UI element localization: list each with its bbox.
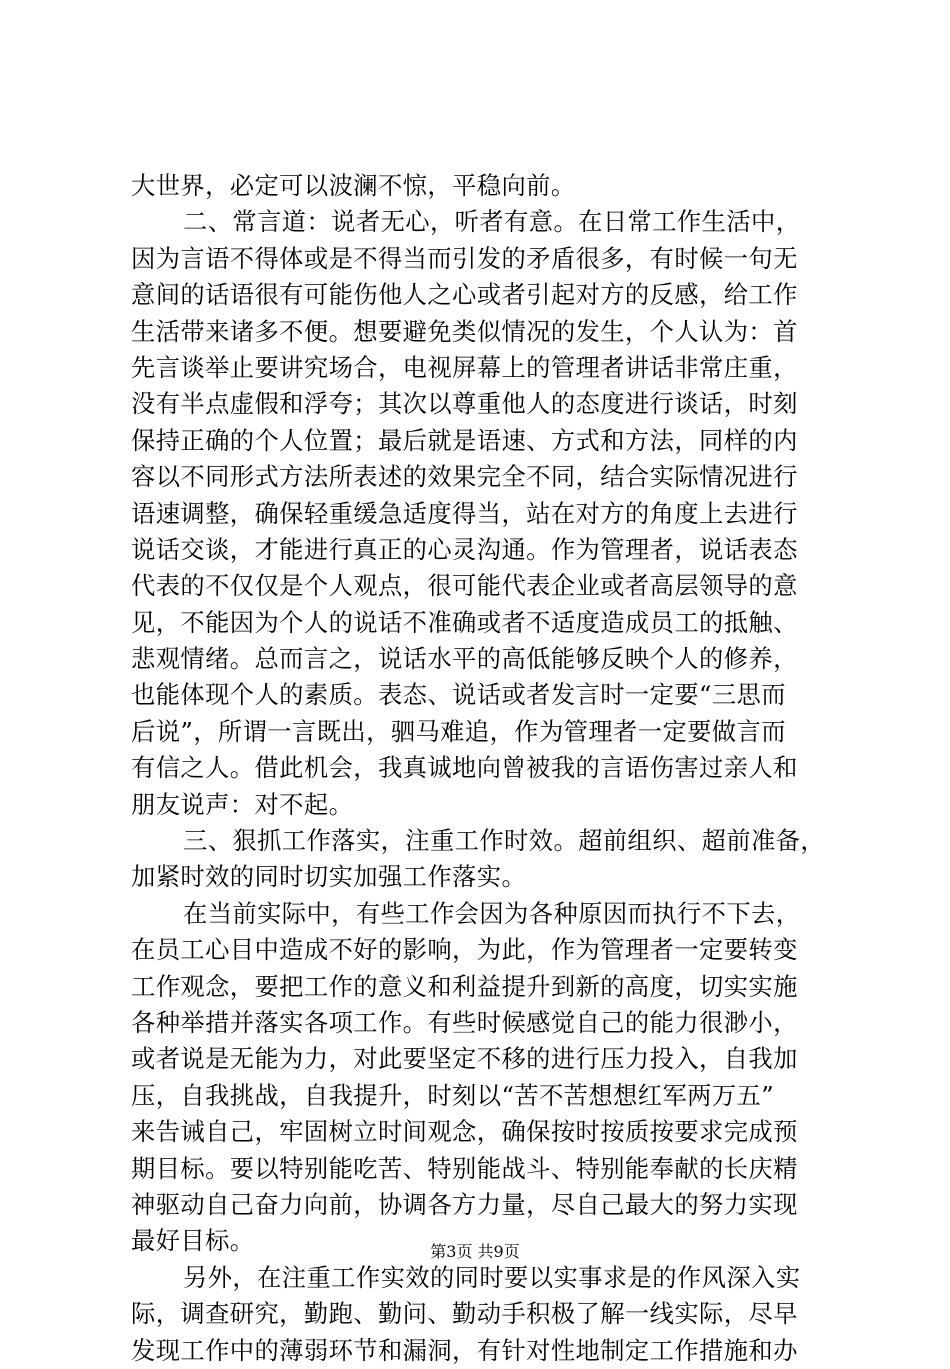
- text-line: 或者说是无能为力，对此要坚定不移的进行压力投入，自我加: [131, 1044, 798, 1074]
- page-number-label: 第3页 共9页: [430, 1242, 520, 1261]
- text-line: 发现工作中的薄弱环节和漏洞，有针对性地制定工作措施和办: [131, 1335, 798, 1365]
- text-line: 悲观情绪。总而言之，说话水平的高低能够反映个人的修养，: [131, 644, 798, 674]
- text-line: 来告诫自己，牢固树立时间观念，确保按时按质按要求完成预: [131, 1117, 798, 1147]
- text-line: 容以不同形式方法所表述的效果完全不同，结合实际情况进行: [131, 462, 798, 492]
- text-line: 先言谈举止要讲究场合，电视屏幕上的管理者讲话非常庄重，: [131, 352, 798, 382]
- text-line: 在员工心目中造成不好的影响，为此，作为管理者一定要转变: [131, 935, 798, 965]
- text-line: 大世界，必定可以波澜不惊，平稳向前。: [131, 171, 576, 200]
- text-line: 二、常言道：说者无心，听者有意。在日常工作生活中，: [183, 207, 801, 237]
- text-line: 压，自我挑战，自我提升，时刻以“苦不苦想想红军两万五”: [131, 1080, 775, 1110]
- text-line: 因为言语不得体或是不得当而引发的矛盾很多，有时候一句无: [131, 243, 798, 273]
- text-line: 三、狠抓工作落实，注重工作时效。超前组织、超前准备，: [183, 826, 826, 856]
- text-line: 另外，在注重工作实效的同时要以实事求是的作风深入实: [183, 1262, 801, 1292]
- text-line: 后说”，所谓一言既出，驷马难追，作为管理者一定要做言而: [131, 716, 786, 746]
- text-line: 也能体现个人的素质。表态、说话或者发言时一定要“三思而: [131, 680, 786, 710]
- text-line: 期目标。要以特别能吃苦、特别能战斗、特别能奉献的长庆精: [131, 1153, 798, 1183]
- text-line: 各种举措并落实各项工作。有些时候感觉自己的能力很渺小，: [131, 1007, 798, 1037]
- text-line: 保持正确的个人位置；最后就是语速、方式和方法，同样的内: [131, 425, 798, 455]
- text-line: 朋友说声：对不起。: [131, 789, 354, 819]
- text-line: 意间的话语很有可能伤他人之心或者引起对方的反感，给工作: [131, 280, 798, 310]
- text-line: 说话交谈，才能进行真正的心灵沟通。作为管理者，说话表态: [131, 534, 798, 564]
- text-line: 加紧时效的同时切实加强工作落实。: [131, 862, 527, 892]
- text-line: 语速调整，确保轻重缓急适度得当，站在对方的角度上去进行: [131, 498, 798, 528]
- text-line: 在当前实际中，有些工作会因为各种原因而执行不下去，: [183, 898, 801, 928]
- text-line: 工作观念，要把工作的意义和利益提升到新的高度，切实实施: [131, 971, 798, 1001]
- text-line: 生活带来诸多不便。想要避免类似情况的发生，个人认为：首: [131, 316, 798, 346]
- document-body: [131, 168, 831, 1369]
- text-line: 有信之人。借此机会，我真诚地向曾被我的言语伤害过亲人和: [131, 753, 798, 783]
- text-line: 见，不能因为个人的说话不准确或者不适度造成员工的抵触、: [131, 607, 798, 637]
- page-footer: [0, 1242, 950, 1262]
- text-line: 没有半点虚假和浮夸；其次以尊重他人的态度进行谈话，时刻: [131, 389, 798, 419]
- text-line: 最好目标。: [131, 1226, 255, 1256]
- text-line: 神驱动自己奋力向前，协调各方力量，尽自己最大的努力实现: [131, 1189, 798, 1219]
- text-line: 代表的不仅仅是个人观点，很可能代表企业或者高层领导的意: [131, 571, 798, 601]
- text-line: 际，调查研究，勤跑、勤问、勤动手积极了解一线实际，尽早: [131, 1299, 798, 1329]
